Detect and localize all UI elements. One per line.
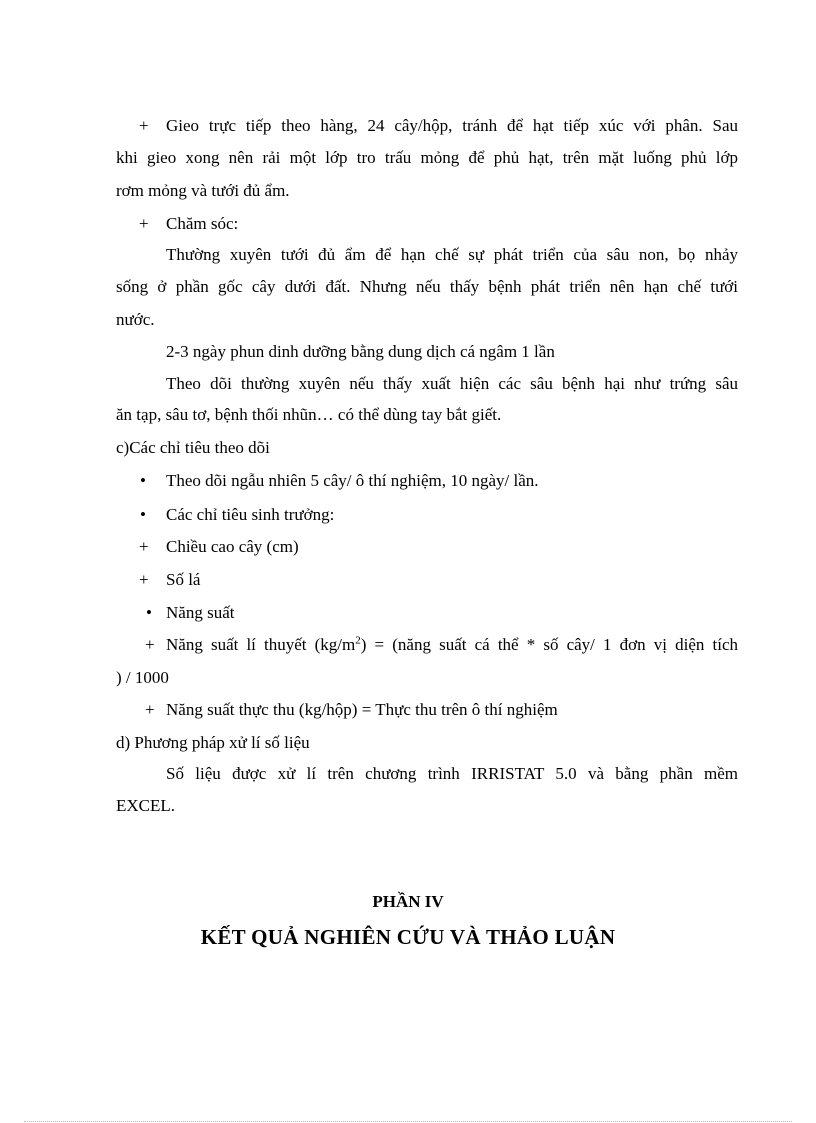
text-line-12: Theo dõi ngẫu nhiên 5 cây/ ô thí nghiệm, 10 ngày/ lần. (166, 471, 539, 490)
bullet-marker: • (140, 471, 146, 490)
text-line-5: Thường xuyên tưới đủ ẩm để hạn chế sự phát triển của sâu non, bọ nhảy (166, 245, 738, 264)
text-line-22: EXCEL. (116, 796, 176, 815)
text-line-10: ăn tạp, sâu tơ, bệnh thối nhũn… có thể dùng tay bắt giết. (116, 405, 502, 424)
plus-marker: + (145, 700, 155, 719)
part-heading: PHẦN IV (372, 892, 444, 911)
text-line-18: ) / 1000 (116, 668, 169, 687)
plus-marker: + (139, 570, 149, 589)
plus-marker: + (139, 214, 149, 233)
text-line-6: sống ở phần gốc cây dưới đất. Nhưng nếu thấy bệnh phát triển nên hạn chế tưới (116, 277, 738, 296)
superscript-2: 2 (355, 634, 361, 647)
text-line-3: rơm mỏng và tưới đủ ẩm. (116, 181, 290, 200)
bullet-marker: • (140, 505, 146, 524)
section-d-heading: d) Phương pháp xử lí số liệu (116, 733, 310, 752)
plus-marker: + (139, 116, 149, 135)
bullet-marker: • (146, 603, 152, 622)
text-line-4: Chăm sóc: (166, 214, 239, 233)
text-line-19: Năng suất thực thu (kg/hộp) = Thực thu trên ô thí nghiệm (166, 700, 558, 719)
text-line-21: Số liệu được xử lí trên chương trình IRRISTAT 5.0 và bằng phần mềm (166, 764, 738, 783)
text-line-15: Số lá (166, 570, 201, 589)
text-line-13: Các chỉ tiêu sinh trưởng: (166, 505, 335, 524)
plus-marker: + (139, 537, 149, 556)
text-line-14: Chiều cao cây (cm) (166, 537, 299, 556)
text-line-16: Năng suất (166, 603, 235, 622)
text-line-9: Theo dõi thường xuyên nếu thấy xuất hiện các sâu bệnh hại như trứng sâu (166, 374, 738, 393)
yield-formula-start: Năng suất lí thuyết (kg/m (166, 635, 356, 654)
text-line-2: khi gieo xong nên rải một lớp tro trấu mỏng để phủ hạt, trên mặt luống phủ lớp (116, 148, 738, 167)
chapter-title: KẾT QUẢ NGHIÊN CỨU VÀ THẢO LUẬN (200, 925, 616, 949)
plus-marker: + (145, 635, 155, 654)
yield-formula-end: ) = (năng suất cá thể * số cây/ 1 đơn vị diện tích (360, 635, 738, 654)
text-line-7: nước. (116, 310, 155, 329)
text-line-17 (166, 635, 738, 655)
text-line-1: Gieo trực tiếp theo hàng, 24 cây/hộp, tránh để hạt tiếp xúc với phân. Sau (166, 116, 738, 135)
text-line-8: 2-3 ngày phun dinh dưỡng bằng dung dịch cá ngâm 1 lần (166, 342, 555, 361)
section-c-heading: c)Các chỉ tiêu theo dõi (116, 438, 270, 457)
page-bottom-divider (24, 1121, 792, 1122)
